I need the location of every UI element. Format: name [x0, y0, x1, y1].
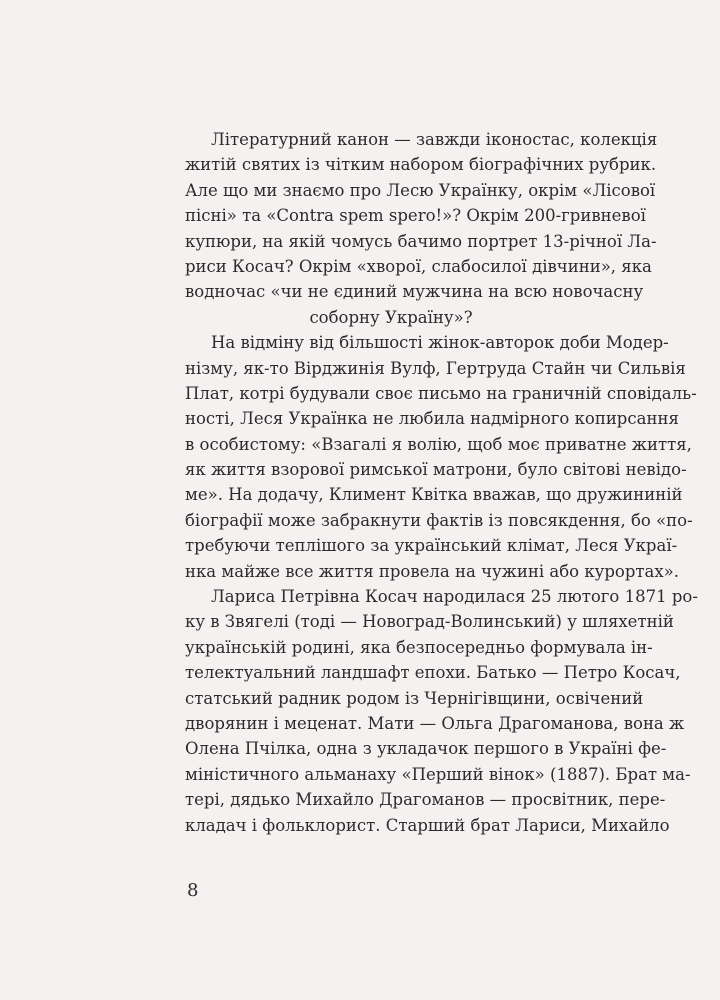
text-line: українській родині, яка безпосередньо формувала ін- [185, 637, 653, 657]
body-text [185, 127, 698, 838]
text-line: Олена Пчілка, одна з укладачок першого в Україні фе- [185, 739, 667, 759]
text-line: нізму, як-то Вірджинія Вулф, Гертруда Стайн чи Сильвія [185, 358, 686, 378]
page-number: 8 [187, 880, 199, 901]
text-line: Але що ми знаємо про Лесю Українку, окрім «Лісової [185, 180, 656, 200]
text-line: кладач і фольклорист. Старший брат Лариси, Михайло [185, 815, 670, 835]
text-line: біографії може забракнути фактів із повсякдення, бо «по- [185, 510, 693, 530]
text-line: риси Косач? Окрім «хворої, слабосилої дівчини», яка [185, 256, 652, 276]
text-line: ності, Леся Українка не любила надмірного копирсання [185, 409, 679, 429]
text-line: соборну Україну»? [309, 307, 473, 327]
text-line: телектуальний ландшафт епохи. Батько — Петро Косач, [185, 663, 681, 683]
text-line: Літературний канон — завжди іконостас, колекція [211, 130, 658, 149]
text-line: На відміну від більшості жінок-авторок доби Модер- [211, 333, 669, 353]
text-line: статський радник родом із Чернігівщини, освічений [185, 688, 644, 708]
text-line: як життя взорової римської матрони, було світові невідо- [185, 460, 687, 480]
text-line: Лариса Петрівна Косач народилася 25 лютого 1871 ро- [211, 587, 698, 607]
text-line: пісні» та «Contra spem spero!»? Окрім 200-гривневої [185, 206, 646, 226]
text-line: дворянин і меценат. Мати — Ольга Драгоманова, вона ж [185, 713, 685, 733]
text-line: нка майже все життя провела на чужині або курортах». [185, 561, 680, 581]
text-line: тері, дядько Михайло Драгоманов — просвітник, пере- [185, 790, 666, 810]
text-line: требуючи теплішого за український клімат, Леся Украї- [185, 536, 678, 556]
text-line: житій святих із чітким набором біографічних рубрик. [185, 155, 657, 175]
text-line: купюри, на якій чомусь бачимо портрет 13-річної Ла- [185, 231, 657, 251]
text-line: ме». На додачу, Климент Квітка вважав, що дружининій [185, 485, 683, 505]
text-line: Плат, котрі будували своє письмо на граничній сповідаль- [185, 383, 697, 403]
text-line: ку в Звягелі (тоді — Новоград-Волинський) у шляхетній [185, 612, 674, 632]
text-line: водночас «чи не єдиний мужчина на всю новочасну [185, 282, 644, 302]
text-line: в особистому: «Взагалі я волію, щоб моє приватне життя, [185, 434, 692, 454]
text-line: міністичного альманаху «Перший вінок» (1887). Брат ма- [185, 764, 691, 784]
